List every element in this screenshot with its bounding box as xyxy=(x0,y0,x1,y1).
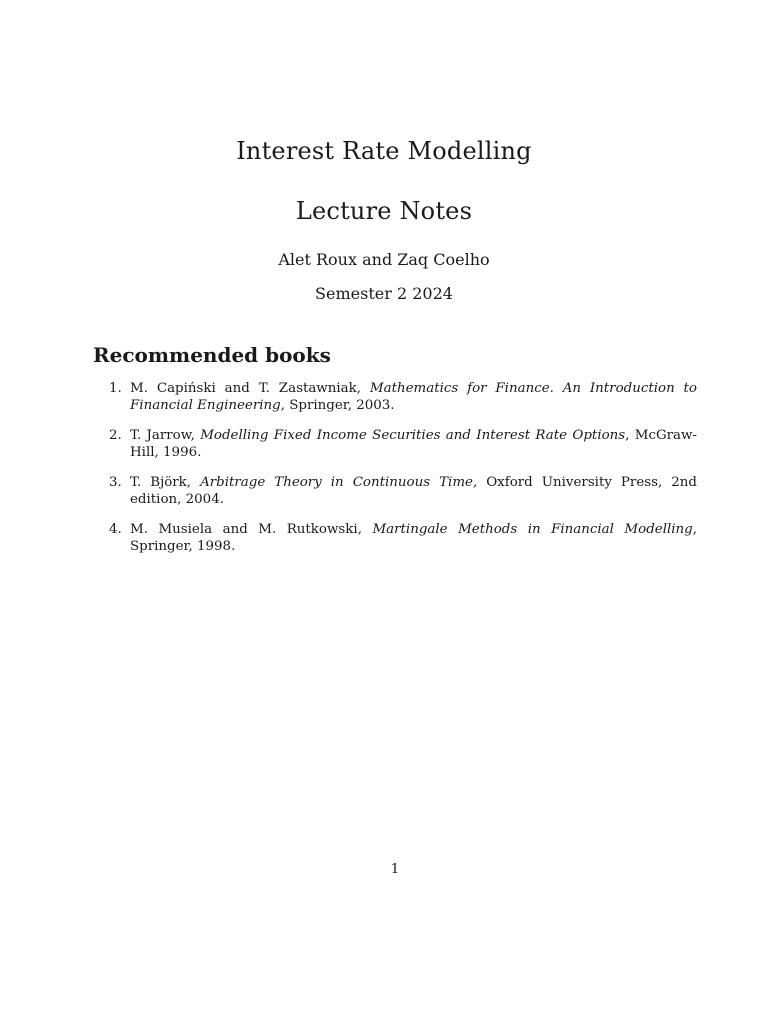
book-publication: , McGraw-Hill, 1996. xyxy=(130,428,698,460)
section-heading: Recommended books xyxy=(93,343,331,367)
book-item-2 xyxy=(93,427,697,461)
book-number: 2. xyxy=(109,428,122,443)
book-number: 3. xyxy=(109,475,122,490)
book-number: 1. xyxy=(109,381,122,396)
book-author: M. Capiński and T. Zastawniak, xyxy=(130,381,370,396)
book-number: 4. xyxy=(109,522,122,537)
book-title: Mathematics for Finance. An Introduction to Financial Engineering xyxy=(130,381,697,413)
authors: Alet Roux and Zaq Coelho xyxy=(278,250,490,269)
book-item-3 xyxy=(93,474,697,508)
book-title: Martingale Methods in Financial Modelling xyxy=(372,522,693,537)
book-item-1 xyxy=(93,380,697,414)
semester: Semester 2 2024 xyxy=(315,284,453,303)
book-author: M. Musiela and M. Rutkowski, xyxy=(130,522,373,537)
book-publication: , Oxford University Press, 2nd edition, 2004. xyxy=(130,475,697,507)
document-title: Interest Rate Modelling xyxy=(236,137,532,165)
book-author: T. Jarrow, xyxy=(130,428,201,443)
page-number: 1 xyxy=(390,862,400,877)
document-subtitle: Lecture Notes xyxy=(295,197,473,225)
book-list xyxy=(93,380,697,568)
book-publication: , Springer, 1998. xyxy=(130,522,697,554)
book-author: T. Björk, xyxy=(130,475,201,490)
book-title: Arbitrage Theory in Continuous Time xyxy=(200,475,473,490)
book-publication: , Springer, 2003. xyxy=(280,398,395,413)
book-item-4 xyxy=(93,521,697,555)
book-title: Modelling Fixed Income Securities and Interest Rate Options xyxy=(200,428,626,443)
